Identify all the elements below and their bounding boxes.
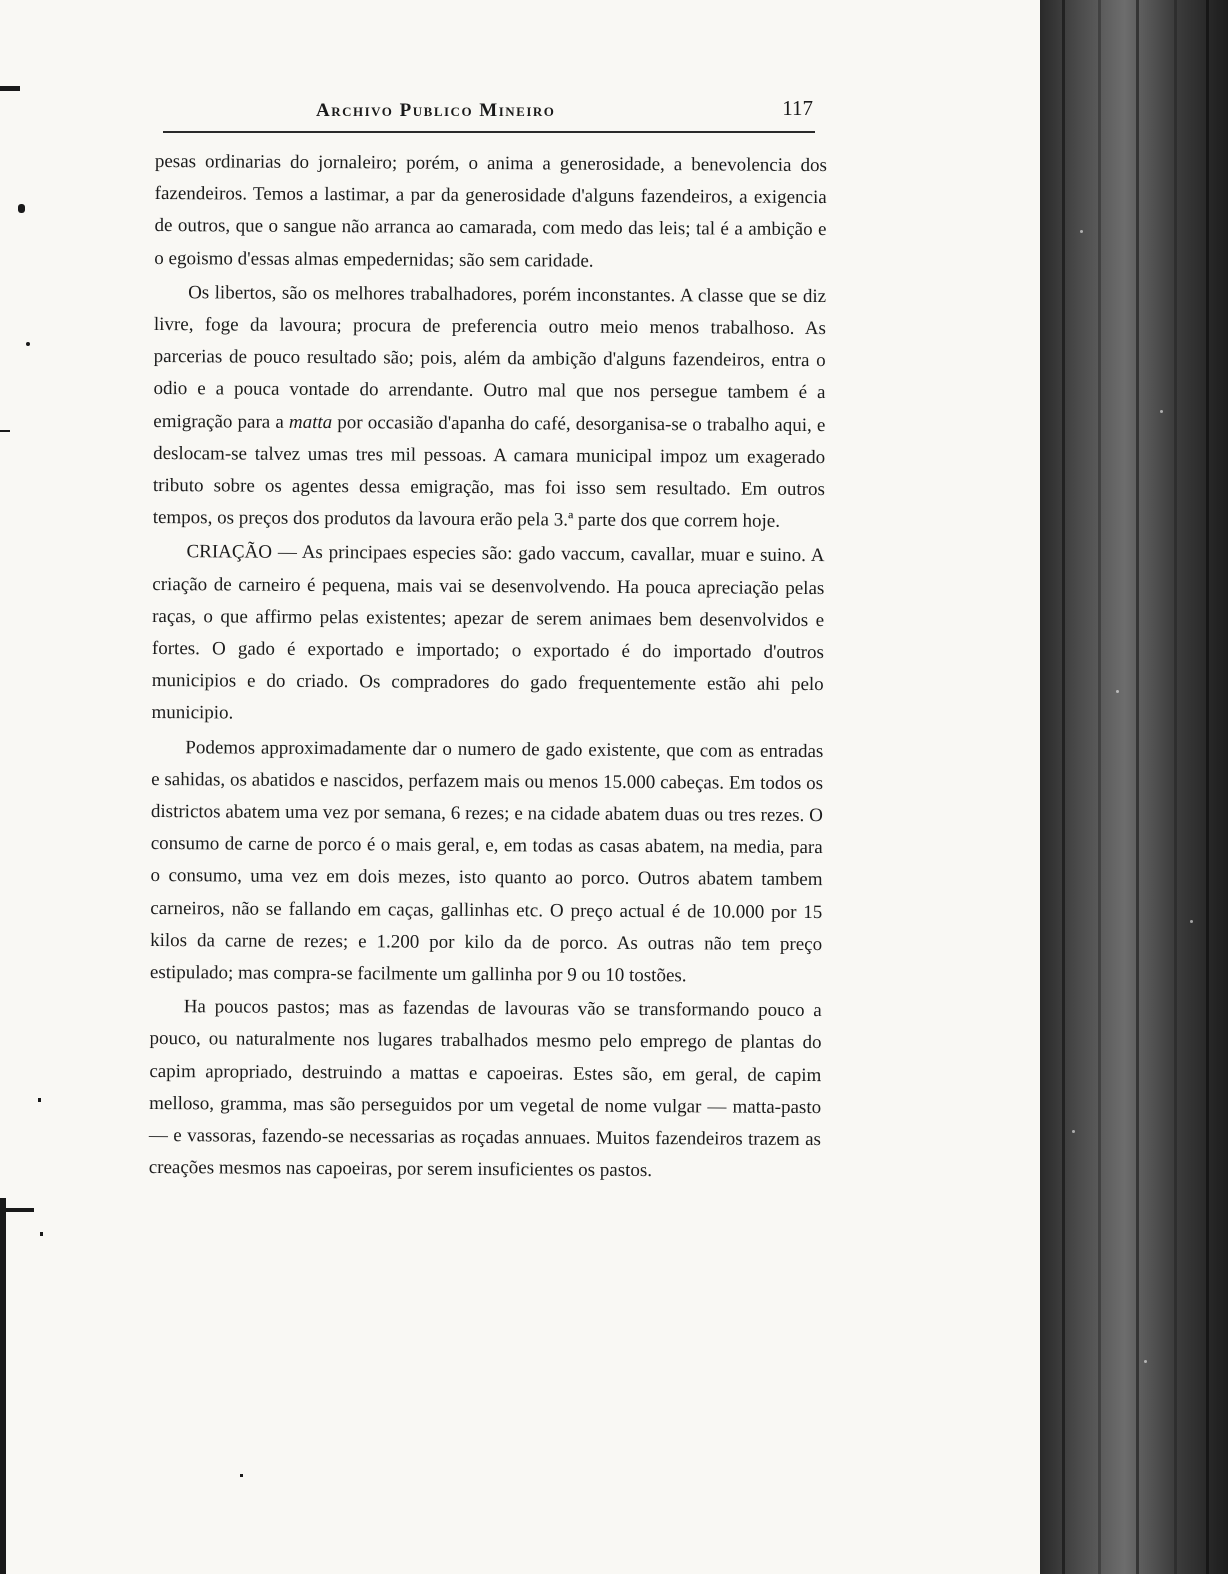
- paragraph: CRIAÇÃO — As principaes especies são: gado vaccum, cavallar, muar e suino. A criação de carneiro é pequena, mais vai se desenvolvendo. Ha pouca apreciação pelas raças, o que affirmo pelas existentes; apezar de serem animaes bem desenvolvidos e fortes. O gado é exportado e importado; o exportado é do importado d'outros municipios e do criado. Os compradores do gado frequentemente estão ahi pelo municipio.: [151, 541, 825, 724]
- scan-edge-mark: [0, 86, 20, 91]
- paragraph-text: por occasião d'apanha do café, desorganisa-se o trabalho aqui, e deslocam-se talvez umas tres mil pessoas. A camara municipal impoz um exagerado tributo sobre os agentes dessa emigração, mas foi isso sem resultado. Em outros tempos, os preços dos produtos da lavoura erão pela 3.ª parte dos que correm hoje.: [152, 411, 826, 533]
- scan-edge-mark: [40, 1232, 43, 1236]
- paragraph: Ha poucos pastos; mas as fazendas de lavouras vão se transformando pouco a pouco, ou naturalmente nos lugares trabalhados mesmo pelo emprego de plantas do capim apropriado, destruindo a mattas e capoeiras. Estes são, em geral, de capim melloso, gramma, mas são perseguidos por um vegetal de nome vulgar — matta-pasto — e vassoras, fazendo-se necessarias as roçadas annuaes. Muitos fazendeiros trazem as creações mesmos nas capoeiras, por serem insuficientes os pastos.: [148, 996, 822, 1182]
- binding-streak: [1136, 0, 1139, 1574]
- body-text: [149, 146, 827, 1189]
- binding-streak: [1206, 0, 1209, 1574]
- binding-speck: [1116, 690, 1119, 693]
- binding-speck: [1072, 1130, 1075, 1133]
- binding-speck: [1080, 230, 1083, 233]
- page-number: 117: [782, 96, 813, 120]
- scan-edge-mark: [0, 430, 10, 432]
- paragraph: Podemos approximadamente dar o numero de gado existente, que com as entradas e sahidas, os abatidos e nascidos, perfazem mais ou menos 15.000 cabeças. Em todos os districtos abatem uma vez por semana, 6 rezes; e na cidade abatem duas ou tres rezes. O consumo de carne de porco é o mais geral, e, em todas as casas abatem, na media, para o consumo, uma vez em dois mezes, isto quanto ao porco. Outros abatem tambem carneiros, não se fallando em caças, gallinhas etc. O preço actual é de 10.000 por 15 kilos da carne de rezes; e 1.200 por kilo da de porco. As outras não tem preço estipulado; mas compra-se facilmente um gallinha por 9 ou 10 tostões.: [149, 736, 824, 987]
- running-title: Archivo Publico Mineiro: [316, 100, 556, 121]
- binding-speck: [1144, 1360, 1147, 1363]
- header-rule: [163, 131, 815, 133]
- paragraph: [153, 277, 827, 539]
- scan-edge-mark: [240, 1474, 243, 1477]
- scan-edge-mark: [18, 204, 25, 213]
- book-binding-edge: [1040, 0, 1228, 1574]
- binding-speck: [1160, 410, 1163, 413]
- paragraph: pesas ordinarias do jornaleiro; porém, o anima a generosidade, a benevolencia dos fazendeiros. Temos a lastimar, a par da generosidade d'alguns fazendeiros, a exigencia de outros, que o sangue não arranca ao camarada, com medo das leis; tal é a ambição e o egoismo d'essas almas empedernidas; são sem caridade.: [154, 150, 827, 272]
- scan-edge-mark: [26, 342, 30, 346]
- binding-streak: [1062, 0, 1065, 1574]
- binding-streak: [1174, 0, 1177, 1574]
- running-head: [163, 94, 815, 126]
- scan-edge-mark: [38, 1098, 41, 1102]
- binding-streak: [1098, 0, 1101, 1574]
- paragraph-text: Os libertos, são os melhores trabalhadores, porém inconstantes. A classe que se diz livre, foge da lavoura; procura de preferencia outro meio menos trabalhoso. As parcerias de pouco resultado são; pois, além da ambição d'alguns fazendeiros, entra o odio e a pouca vontade do arrendante. Outro mal que nos persegue tambem é a emigração para a: [153, 282, 827, 433]
- scan-edge-mark: [0, 1208, 34, 1212]
- italic-word: matta: [288, 411, 333, 433]
- binding-speck: [1190, 920, 1193, 923]
- scan-edge-mark: [0, 1198, 6, 1574]
